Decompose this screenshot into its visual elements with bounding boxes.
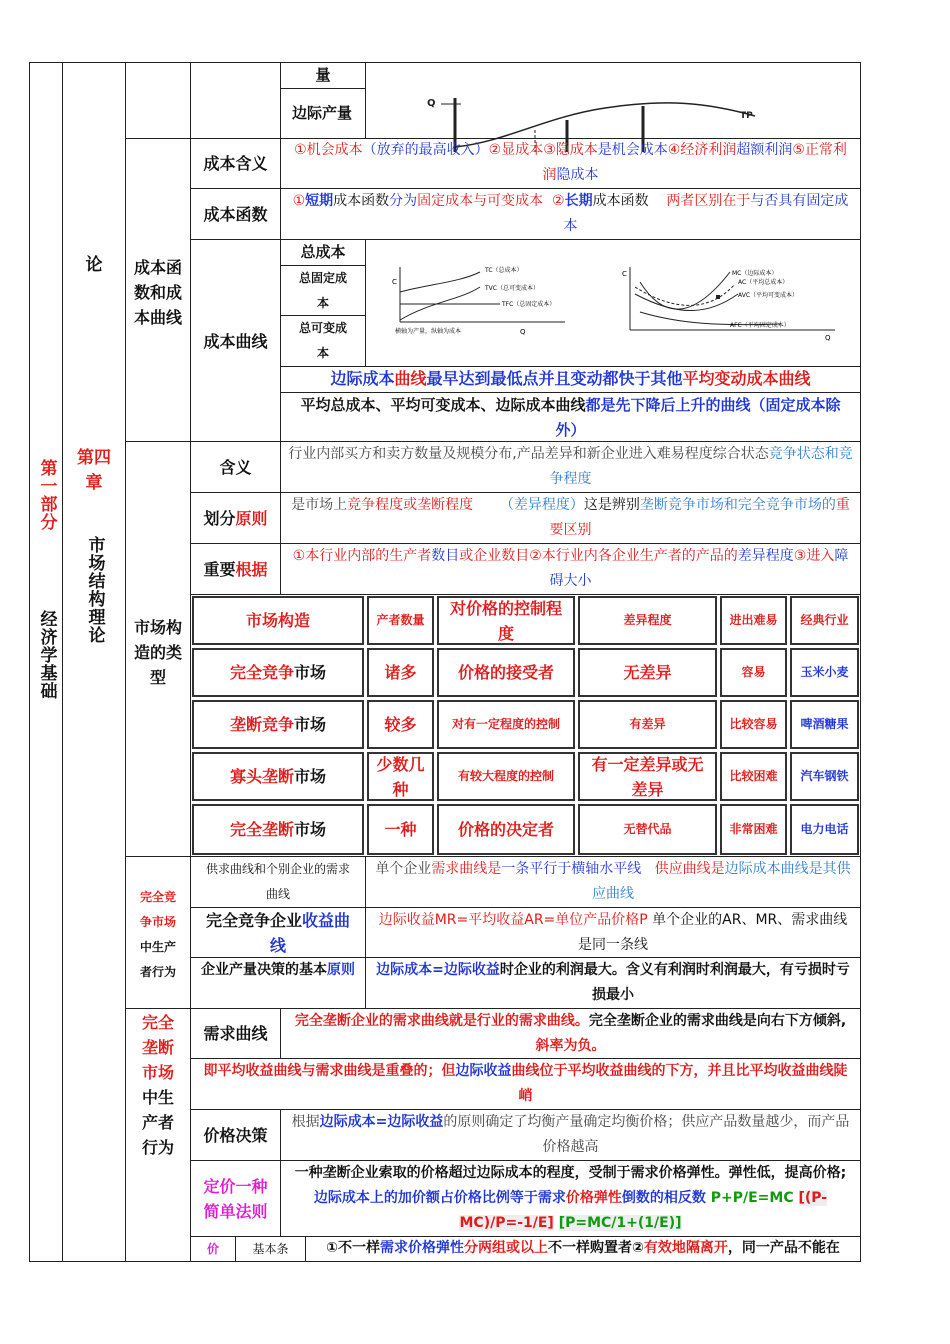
market-types-text: 市场构造的类型	[134, 618, 183, 687]
mono-price-b: 边际成本=边际收益	[319, 1114, 444, 1130]
division-f: 重要区别	[549, 497, 850, 538]
pc-r1-a: 单个企业	[375, 861, 432, 877]
table-row-0-diff-text: 无差异	[623, 663, 672, 682]
table-row-0-diff	[580, 650, 715, 695]
pc-r2-label	[192, 907, 364, 958]
meaning-label	[190, 441, 281, 493]
table-row-3-entry-text: 非常困难	[729, 822, 778, 836]
cc-row-total	[280, 239, 366, 266]
top-liang	[280, 62, 366, 89]
perfect-text-2: 争市场	[139, 915, 176, 929]
table-row-1-count-text: 较多	[384, 715, 417, 734]
table-header-5	[792, 598, 857, 643]
cm-t6: 超额利润	[736, 142, 793, 158]
perfect-group-label	[126, 885, 190, 985]
c1-tc: TC（总成本）	[485, 267, 523, 274]
cc-row-variable	[284, 315, 362, 367]
basis-f: 障碍大小	[549, 548, 849, 589]
table-row-0-count	[369, 650, 432, 695]
division-label	[190, 492, 281, 544]
mono-pricing-c: 价格弹性	[565, 1190, 622, 1206]
basis-label-b: 根据	[235, 559, 268, 579]
cc-row-fixed	[284, 265, 362, 316]
mono-pricing-label-text: 定价一种简单法则	[203, 1176, 268, 1221]
cm-t7: ⑤正常利润	[542, 142, 847, 183]
cc-l1-b: 曲线	[394, 369, 427, 388]
table-header-0	[194, 598, 362, 643]
table-header-4-text: 进出难易	[729, 613, 778, 627]
c2-y: C	[622, 270, 627, 278]
part-name	[30, 590, 62, 720]
table-row-2-count-text: 少数几种	[376, 754, 425, 799]
perfect-text-1: 完全竞	[139, 890, 176, 904]
table-row-0-control-text: 价格的接受者	[457, 663, 554, 682]
total-cost-chart	[390, 262, 570, 342]
mono-demand-label	[190, 1008, 281, 1059]
top-left-blank	[190, 62, 281, 139]
mono-pricing-f: [(P-MC)/P=-1/E]	[459, 1190, 828, 1231]
mono-last-content	[307, 1236, 859, 1262]
table-header-1	[369, 598, 432, 643]
mono-price-content	[282, 1109, 859, 1161]
table-row-2-name-part: 寡头垄断	[229, 767, 294, 786]
table-row-1-example	[792, 702, 857, 747]
mono-last-d: 不一样购置者②	[548, 1240, 644, 1256]
table-header-5-text: 经典行业	[800, 613, 849, 627]
basis-label-a: 重要	[203, 559, 236, 579]
cm-t2: （放弃的最高收入）	[362, 142, 489, 158]
mono-last-a: ①不一样	[326, 1240, 380, 1256]
cc-l1-d: 平均变动成本曲线	[682, 369, 811, 388]
mono-price-label-text: 价格决策	[203, 1125, 268, 1145]
cc-l1-c: 最早达到最低点并且变动都快于其他	[426, 369, 683, 388]
part-black-text: 经济学基础	[36, 610, 57, 700]
mono-last-c: 分两组或以上	[464, 1240, 548, 1256]
basis-label	[190, 543, 281, 595]
marginal-output-text: 边际产量	[292, 104, 353, 122]
table-header-0-text: 市场构造	[245, 611, 310, 630]
mono-price-label	[190, 1109, 281, 1161]
table-header-3	[580, 598, 715, 643]
cc-variable-text: 总可变成本	[298, 321, 347, 360]
pc-r1-content	[367, 856, 859, 908]
cf-t5: 固定成本与可变成本	[417, 193, 544, 209]
mono-demand-c: 斜率为负。	[535, 1038, 606, 1054]
monopoly-red-text: 完全垄断市场	[141, 1013, 174, 1082]
table-row-1-count	[369, 702, 432, 747]
pc-r1-c: 一条平行于横轴水平线	[501, 861, 642, 877]
mono-last-f: ，同一产品不能在	[727, 1240, 840, 1256]
cost-function-content	[282, 188, 859, 240]
pc-r2-content	[367, 907, 859, 958]
mono-pricing-label	[192, 1160, 279, 1237]
pc-r3-label-b: 原则	[327, 962, 355, 978]
table-row-2-diff-text: 有一定差异或无差异	[591, 754, 704, 799]
cost-function-label	[190, 188, 281, 240]
tp-q-label: Q	[427, 98, 436, 109]
mono-demand-content	[282, 1008, 859, 1059]
pc-r1-label	[192, 856, 364, 908]
mono-span-a: 即平均收益	[203, 1063, 274, 1079]
cost-meaning-label-text: 成本含义	[203, 154, 268, 173]
table-row-0-name-part: 市场	[294, 663, 327, 682]
chapter-black-text: 市场结构理论	[84, 536, 105, 644]
table-header-2	[439, 598, 573, 643]
table-row-0-count-text: 诸多	[384, 663, 417, 682]
table-row-1-entry	[722, 702, 785, 747]
cc-total-text: 总成本	[300, 243, 346, 261]
division-a: 是市场上	[291, 497, 348, 513]
mono-pricing-g: [P=MC/1+(1/E)]	[558, 1215, 682, 1231]
cost-meaning-label	[190, 138, 281, 189]
mono-demand-label-text: 需求曲线	[203, 1024, 268, 1043]
meaning-b: 竞争状态和竞争程度	[549, 446, 853, 487]
division-label-a: 划分	[203, 508, 236, 528]
c2-x: Q	[825, 334, 831, 342]
table-row-0-name-part: 完全竞争	[229, 663, 294, 682]
table-row-2-name	[194, 754, 362, 799]
mono-span-b: 曲线与需求曲线是重叠的；但	[273, 1063, 456, 1079]
basis-b: 数目	[431, 548, 460, 564]
table-row-2-entry	[722, 754, 785, 799]
division-c: （差异程度）	[499, 497, 584, 513]
pc-r1-label-text: 供求曲线和个别企业的需求曲线	[205, 862, 350, 901]
pc-r3-a: 边际成本=边际收益	[376, 962, 500, 978]
table-row-2-example-text: 汽车钢铁	[800, 769, 849, 783]
table-row-2-name-part: 市场	[294, 767, 327, 786]
table-row-3-name	[194, 806, 362, 853]
cost-group-label	[126, 230, 190, 355]
unit-cost-chart	[620, 262, 850, 342]
mono-pricing-d: 倒数的相反数	[621, 1190, 706, 1206]
cc-l2-b: 都是先下降后上升的曲线（固定成本除外）	[555, 396, 841, 439]
tp-label: TP	[740, 111, 753, 121]
mono-last-e: 有效地隔离开	[643, 1240, 728, 1256]
pc-r2-label-a: 完全竞争企业	[205, 911, 302, 930]
mono-price-a: 根据	[291, 1114, 320, 1130]
table-row-1-example-text: 啤酒糖果	[800, 717, 849, 731]
table-row-0-entry-text: 容易	[741, 665, 766, 679]
table-row-1-name-part: 市场	[294, 715, 327, 734]
c2-ac: AC（平均总成本）	[738, 279, 789, 286]
division-label-b: 原则	[235, 508, 268, 528]
division-d: 这是辨别	[583, 497, 640, 513]
pc-r3-content	[367, 957, 859, 1009]
cm-t3: ②显成本③隐成本	[488, 142, 598, 158]
table-row-3-diff-text: 无替代品	[623, 822, 672, 836]
cm-t8: 隐成本	[556, 167, 599, 183]
cf-t1: ①	[292, 193, 306, 209]
cost-curve-label	[190, 316, 281, 366]
c2-afc: AFC（平均固定成本）	[730, 322, 790, 329]
meaning-a: 行业内部买方和卖方数量及规模分布,产品差异和新企业进入难易程度综合状态	[288, 446, 769, 462]
basis-content	[282, 543, 859, 595]
table-row-3-name-part: 完全垄断	[229, 820, 294, 839]
monopoly-black-text: 中生产者行为	[141, 1088, 174, 1157]
c2-avc: AVC（平均可变成本）	[738, 292, 799, 299]
basis-e: ③进入	[793, 548, 835, 564]
mono-price-c: 的原则确定了均衡产量确定均衡价格；供应产品数量越少，而产品价格越高	[443, 1114, 850, 1155]
mono-pricing-a: 一种垄断企业索取的价格超过边际成本的程度，受制于需求价格弹性。弹性低，提高价格;	[294, 1165, 847, 1181]
table-row-3-control-text: 价格的决定者	[457, 820, 554, 839]
mono-pricing-b: 边际成本上的加价额占价格比例等于需求	[313, 1190, 566, 1206]
table-row-1-entry-text: 比较容易	[729, 717, 778, 731]
table-row-0-example	[792, 650, 857, 695]
top-marginal	[282, 88, 362, 139]
chapter-red-text: 第四章	[77, 447, 111, 493]
mono-pricing-content	[282, 1160, 859, 1237]
table-row-3-diff	[580, 806, 715, 853]
table-row-3-count	[369, 806, 432, 853]
table-row-3-example-text: 电力电话	[800, 822, 849, 836]
division-e: 垄断竞争市场和完全竞争市场的	[639, 497, 836, 513]
table-row-1-diff-text: 有差异	[629, 717, 666, 731]
table-row-1-control	[439, 702, 573, 747]
basis-c: 或企业数目②本行业内各企业生产者的产品的	[459, 548, 738, 564]
mono-pricing-e: P+P/E=MC	[710, 1190, 794, 1206]
basis-d: 差异程度	[737, 548, 794, 564]
cc-line2	[282, 392, 859, 442]
table-row-2-diff	[580, 754, 715, 799]
cf-t3: 成本函数	[333, 193, 390, 209]
meaning-label-text: 含义	[219, 457, 252, 477]
cc-line1	[280, 366, 861, 393]
table-row-2-control	[439, 754, 573, 799]
pc-r1-e: 边际成本曲线是其供应曲线	[592, 861, 851, 902]
table-row-3-entry	[722, 806, 785, 853]
cm-t4: 是机会成本	[597, 142, 668, 158]
mono-span	[192, 1058, 859, 1110]
c1-tvc: TVC（总可变成本）	[485, 285, 539, 292]
cost-function-label-text: 成本函数	[203, 204, 268, 224]
cf-t11: 固定成本	[563, 193, 849, 234]
table-header-1-text: 产者数量	[376, 613, 425, 627]
c1-x: Q	[520, 328, 526, 336]
cc-l2-a: 平均总成本、平均可变成本、边际成本曲线	[300, 396, 586, 414]
cc-fixed-text: 总固定成本	[298, 270, 347, 310]
pc-r1-d: 供应曲线是	[654, 861, 725, 877]
cf-t6: ②	[552, 193, 565, 209]
cf-t9: 两者区别在于	[666, 193, 751, 209]
chapter-lun	[63, 250, 125, 280]
table-header-4	[722, 598, 785, 643]
cm-t5: ④经济利润	[667, 142, 737, 158]
mono-last-label	[190, 1236, 236, 1262]
cost-curve-label-text: 成本曲线	[203, 331, 268, 351]
table-row-0-control	[439, 650, 573, 695]
mono-last-b: 需求价格弹性	[380, 1240, 464, 1256]
cf-t4: 分为	[389, 193, 418, 209]
market-types-label	[126, 600, 190, 705]
table-row-1-control-text: 对有一定程度的控制	[451, 717, 560, 731]
chapter-number	[63, 443, 125, 498]
table-row-2-control-text: 有较大程度的控制	[457, 769, 554, 783]
division-b: 竞争程度或垄断程度	[347, 497, 474, 513]
cm-t1: ①机会成本	[294, 142, 363, 158]
mono-span-d: 曲线位于平均收益曲线的下方，并且比平均收益曲线陡峭	[511, 1063, 848, 1104]
monopoly-group-label	[126, 1010, 190, 1160]
part-label	[30, 445, 62, 545]
perfect-text-3: 中生产者行为	[139, 940, 176, 979]
table-header-2-text: 对价格的控制程度	[449, 598, 562, 643]
table-row-0-entry	[722, 650, 785, 695]
pc-r3-label	[192, 957, 364, 1009]
table-row-3-example	[792, 806, 857, 853]
table-row-3-control	[439, 806, 573, 853]
pc-r3-label-a: 企业产量决策的基本	[201, 962, 327, 978]
pc-r1-b: 需求曲线是	[431, 861, 502, 877]
mono-last-label2	[235, 1236, 306, 1262]
table-row-1-name	[194, 702, 362, 747]
pc-r2-a: 边际收益MR=平均收益AR=单位产品价格P	[378, 912, 648, 928]
mono-span-c: 边际收益	[455, 1063, 512, 1079]
part-red-text: 第一部分	[36, 459, 57, 531]
liang-text: 量	[315, 66, 331, 84]
pc-r3-b: 时企业的利润最大。含义有利润时利润最大，有亏损时亏损最小	[499, 962, 850, 1003]
table-row-2-example	[792, 754, 857, 799]
table-row-1-diff	[580, 702, 715, 747]
table-row-1-name-part: 垄断竞争	[229, 715, 294, 734]
cc-l1-a: 边际成本	[330, 369, 395, 388]
table-row-2-entry-text: 比较困难	[729, 769, 778, 783]
c1-y: C	[392, 278, 397, 286]
cf-t8: 成本函数	[592, 193, 649, 209]
division-content	[282, 492, 859, 544]
mono-last-label2-text: 基本条	[252, 1241, 289, 1256]
cf-t7: 长期	[564, 193, 593, 209]
pc-r2-b: 单个企业的AR、MR、需求曲线是同一条线	[578, 912, 848, 953]
table-row-3-name-part: 市场	[294, 820, 327, 839]
cf-t10: 与否具有	[750, 193, 807, 209]
table-row-2-count	[369, 754, 432, 799]
c1-note: 横轴为产量，纵轴为成本	[395, 328, 462, 335]
c1-tfc: TFC（总固定成本）	[502, 301, 556, 308]
col3-top-blank	[125, 62, 191, 139]
c2-mc: MC（边际成本）	[732, 270, 778, 277]
cost-meaning-content	[282, 138, 859, 189]
meaning-content	[282, 441, 859, 493]
mono-demand-a: 完全垄断企业的需求曲线就是行业的需求曲线。	[294, 1013, 589, 1029]
mono-demand-b: 完全垄断企业的需求曲线是向右下方倾斜,	[588, 1013, 847, 1029]
table-header-3-text: 差异程度	[623, 613, 672, 627]
mono-last-label-text: 价	[206, 1241, 219, 1256]
chapter-title	[63, 515, 125, 665]
table-row-3-count-text: 一种	[384, 820, 417, 839]
pc-r2-label-b: 收益曲线	[269, 911, 351, 955]
basis-a: ①本行业内部的生产者	[292, 548, 432, 564]
lun-text: 论	[85, 254, 103, 275]
cf-t2: 短期	[305, 193, 334, 209]
cost-group-text: 成本函数和成本曲线	[134, 258, 183, 327]
table-row-0-example-text: 玉米小麦	[800, 665, 849, 679]
table-row-0-name	[194, 650, 362, 695]
